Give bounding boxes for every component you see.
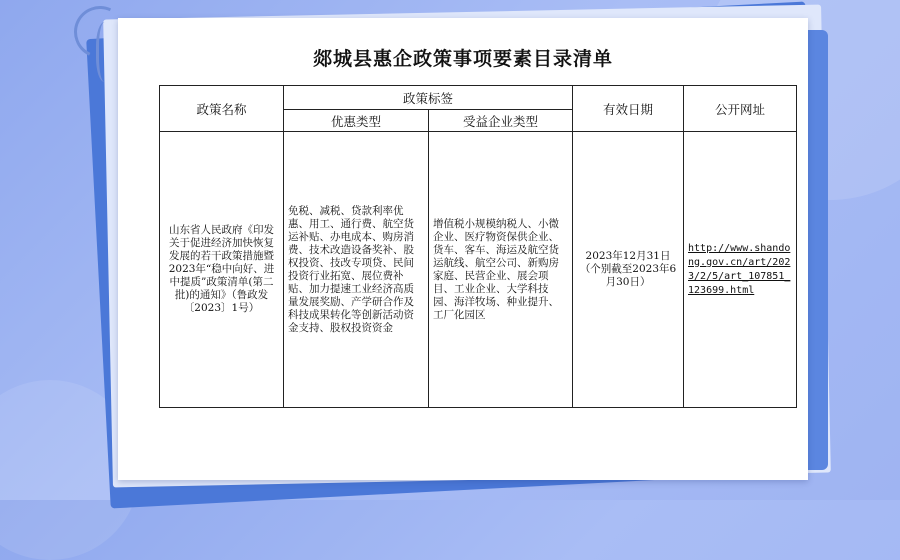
policy-table [159,85,797,408]
beneficiary-type-cell: 增值税小规模纳税人、小微企业、医疗物资保供企业、货车、客车、海运及航空货运航线、航空公司、新购房家庭、民营企业、展会项目、工业企业、大学科技园、海洋牧场、种业提升、工厂化园区 [429,132,573,408]
header-public-url: 公开网址 [684,86,797,132]
public-url-cell [684,132,797,408]
policy-url-link[interactable]: http://www.shandong.gov.cn/art/2023/2/5/art_107851_123699.html [688,242,791,296]
valid-date-cell [573,132,684,408]
preference-type-cell: 免税、减税、贷款利率优惠、用工、通行费、航空货运补贴、办电成本、购房消费、技术改造设备奖补、股权投资、技改专项贷、民间投资行业拓宽、展位费补贴、加力提速工业经济高质量发展奖励、产学研合作及科技成果转化等创新活动资金支持、股权投资资金 [284,132,429,408]
header-beneficiary-type: 受益企业类型 [429,110,573,132]
header-preference-type: 优惠类型 [284,110,429,132]
valid-date-main: 2023年12月31日 [585,250,671,262]
header-policy-tags: 政策标签 [284,86,573,110]
header-row [160,86,797,110]
valid-date-note: （个别截至2023年6月30日） [579,263,677,288]
table-row [160,132,797,408]
document-page [118,18,808,480]
policy-name-cell: 山东省人民政府《印发关于促进经济加快恢复发展的若干政策措施暨2023年“稳中向好、进中提质”政策清单(第二批)的通知》（鲁政发〔2023〕1号） [160,132,284,408]
binder-ring-icon [96,22,117,82]
header-policy-name: 政策名称 [160,86,284,132]
header-valid-date: 有效日期 [573,86,684,132]
document-title: 郯城县惠企政策事项要素目录清单 [312,48,613,70]
